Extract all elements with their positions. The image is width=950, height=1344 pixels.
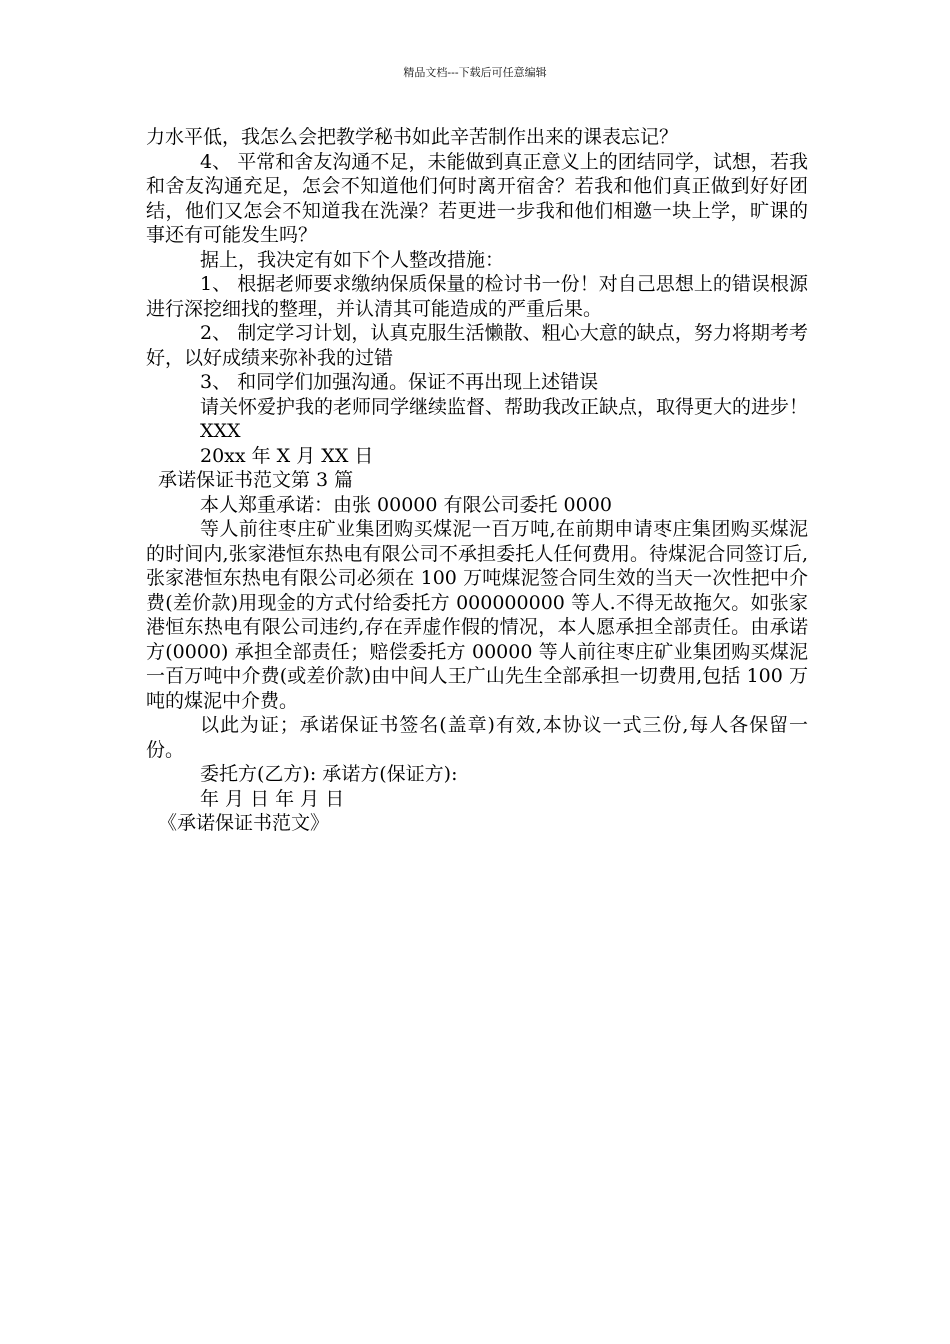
page-header: 精品文档---下载后可任意编辑 — [403, 66, 547, 79]
signature-date: 20xx 年 X 月 XX 日 — [200, 444, 374, 467]
paragraph-measure-3: 3、 和同学们加强沟通。保证不再出现上述错误 — [200, 371, 599, 393]
paragraph-request: 请关怀爱护我的老师同学继续监督、帮助我改正缺点，取得更大的进步！ — [200, 395, 809, 418]
document-footer-title: 《承诺保证书范文》 — [158, 812, 330, 834]
paragraph-commitment-body: 等人前往枣庄矿业集团购买煤泥一百万吨,在前期申请枣庄集团购买煤泥的时间内,张家港恒东热电有限公司不承担委托人任何费用。待煤泥合同签订后, 张家港恒东热电有限公司必须在 100 万吨煤泥签合同生效的当天一次性把中介费(差价款)用现金的方式付给委托方 000000000 等人.不得无故拖欠。如张家港恒东热电有限公司违约,存在弄虚作假的情况，本人愿承担全部责任。由承诺方(0000) 承担全部责任；赔偿委托方 00000 等人前往枣庄矿业集团购买煤泥一百万吨中介费(或差价款)由中间人王广山先生全部承担一切费用,包括 100 万吨的煤泥中介费。 — [146, 518, 808, 712]
section-title: 承诺保证书范文第 3 篇 — [158, 469, 354, 491]
paragraph-proof: 以此为证；承诺保证书签名(盖章)有效,本协议一式三份,每人各保留一份。 — [146, 714, 808, 761]
paragraph-continuation: 力水平低，我怎么会把教学秘书如此辛苦制作出来的课表忘记？ — [146, 126, 679, 148]
paragraph-measure-1: 1、 根据老师要求缴纳保质保量的检讨书一份！对自己思想上的错误根源进行深挖细找的整理，并认清其可能造成的严重后果。 — [146, 273, 808, 320]
paragraph-commitment-intro: 本人郑重承诺：由张 00000 有限公司委托 0000 — [200, 493, 612, 516]
paragraph-measures-intro: 据上，我决定有如下个人整改措施： — [200, 248, 505, 271]
document-body — [146, 125, 808, 836]
parties-line: 委托方(乙方): 承诺方(保证方): — [200, 763, 458, 785]
date-blanks-line: 年 月 日 年 月 日 — [200, 787, 345, 810]
paragraph-measure-2: 2、 制定学习计划，认真克服生活懒散、粗心大意的缺点，努力将期考考好，以好成绩来弥补我的过错 — [146, 322, 808, 369]
paragraph-point-4: 4、 平常和舍友沟通不足，未能做到真正意义上的团结同学，试想，若我和舍友沟通充足，怎会不知道他们何时离开宿舍？若我和他们真正做到好好团结，他们又怎会不知道我在洗澡？若更进一步我和他们相邀一块上学，旷课的事还有可能发生吗？ — [146, 150, 808, 246]
signature-name: XXX — [200, 420, 241, 442]
